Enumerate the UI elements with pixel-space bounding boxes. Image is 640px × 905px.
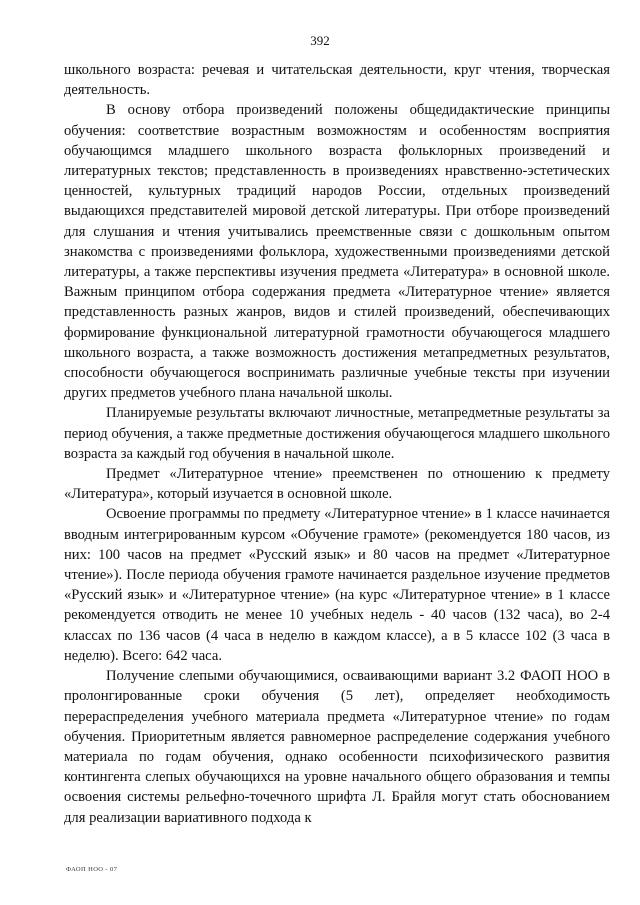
paragraph-5: Освоение программы по предмету «Литературное чтение» в 1 классе начинается вводным интегрированным курсом «Обучение грамоте» (рекомендуется 180 часов, из них: 100 часов на предмет «Русский язык» и 80 часов на предмет «Литературное чтение»). После периода обучения грамоте начинается раздельное изучение предметов «Русский язык» и «Литературное чтение» (на курс «Литературное чтение» в 1 классе рекомендуется отводить не менее 10 учебных недель - 40 часов (132 часа), во 2-4 классах по 136 часов (4 часа в неделю в каждом классе), а в 5 классе 102 (3 часа в неделю). Всего: 642 часа.	[64, 506, 610, 664]
page-footer: ФАОП НОО - 07	[66, 866, 118, 873]
paragraph-4: Предмет «Литературное чтение» преемственен по отношению к предмету «Литература», который изучается в основной школе.	[64, 466, 610, 503]
paragraph-6: Получение слепыми обучающимися, осваивающими вариант 3.2 ФАОП НОО в пролонгированные сроки обучения (5 лет), определяет необходимость перераспределения учебного материала предмета «Литературное чтение» по годам обучения. Приоритетным является равномерное распределение содержания учебного материала по годам обучения, однако особенности психофизического развития контингента слепых обучающихся на уровне начального общего образования и темпы освоения системы рельефно-точечного шрифта Л. Брайля могут стать обоснованием для реализации вариативного подхода к	[64, 668, 610, 826]
page-body	[64, 60, 610, 828]
paragraph-3: Планируемые результаты включают личностные, метапредметные результаты за период обучения, а также предметные достижения обучающегося младшего школьного возраста за каждый год обучения в начальной школе.	[64, 405, 610, 462]
paragraph-2: В основу отбора произведений положены общедидактические принципы обучения: соответствие возрастным возможностям и особенностям восприятия обучающимся младшего школьного возраста фольклорных произведений и литературных текстов; представленность в произведениях нравственно-эстетических ценностей, культурных традиций народов России, отдельных произведений выдающихся представителей мировой детской литературы. При отборе произведений для слушания и чтения учитывались преемственные связи с дошкольным опытом знакомства с произведениями фольклора, художественными произведениями детской литературы, а также перспективы изучения предмета «Литература» в основной школе. Важным принципом отбора содержания предмета «Литературное чтение» является представленность разных жанров, видов и стилей произведений, обеспечивающих формирование функциональной литературной грамотности обучающегося младшего школьного возраста, а также возможность достижения метапредметных результатов, способности обучающегося воспринимать различные учебные тексты при изучении других предметов учебного плана начальной школы.	[64, 102, 610, 402]
page-number: 392	[310, 33, 330, 48]
paragraph-1: школьного возраста: речевая и читательская деятельности, круг чтения, творческая деятельность.	[64, 62, 610, 99]
